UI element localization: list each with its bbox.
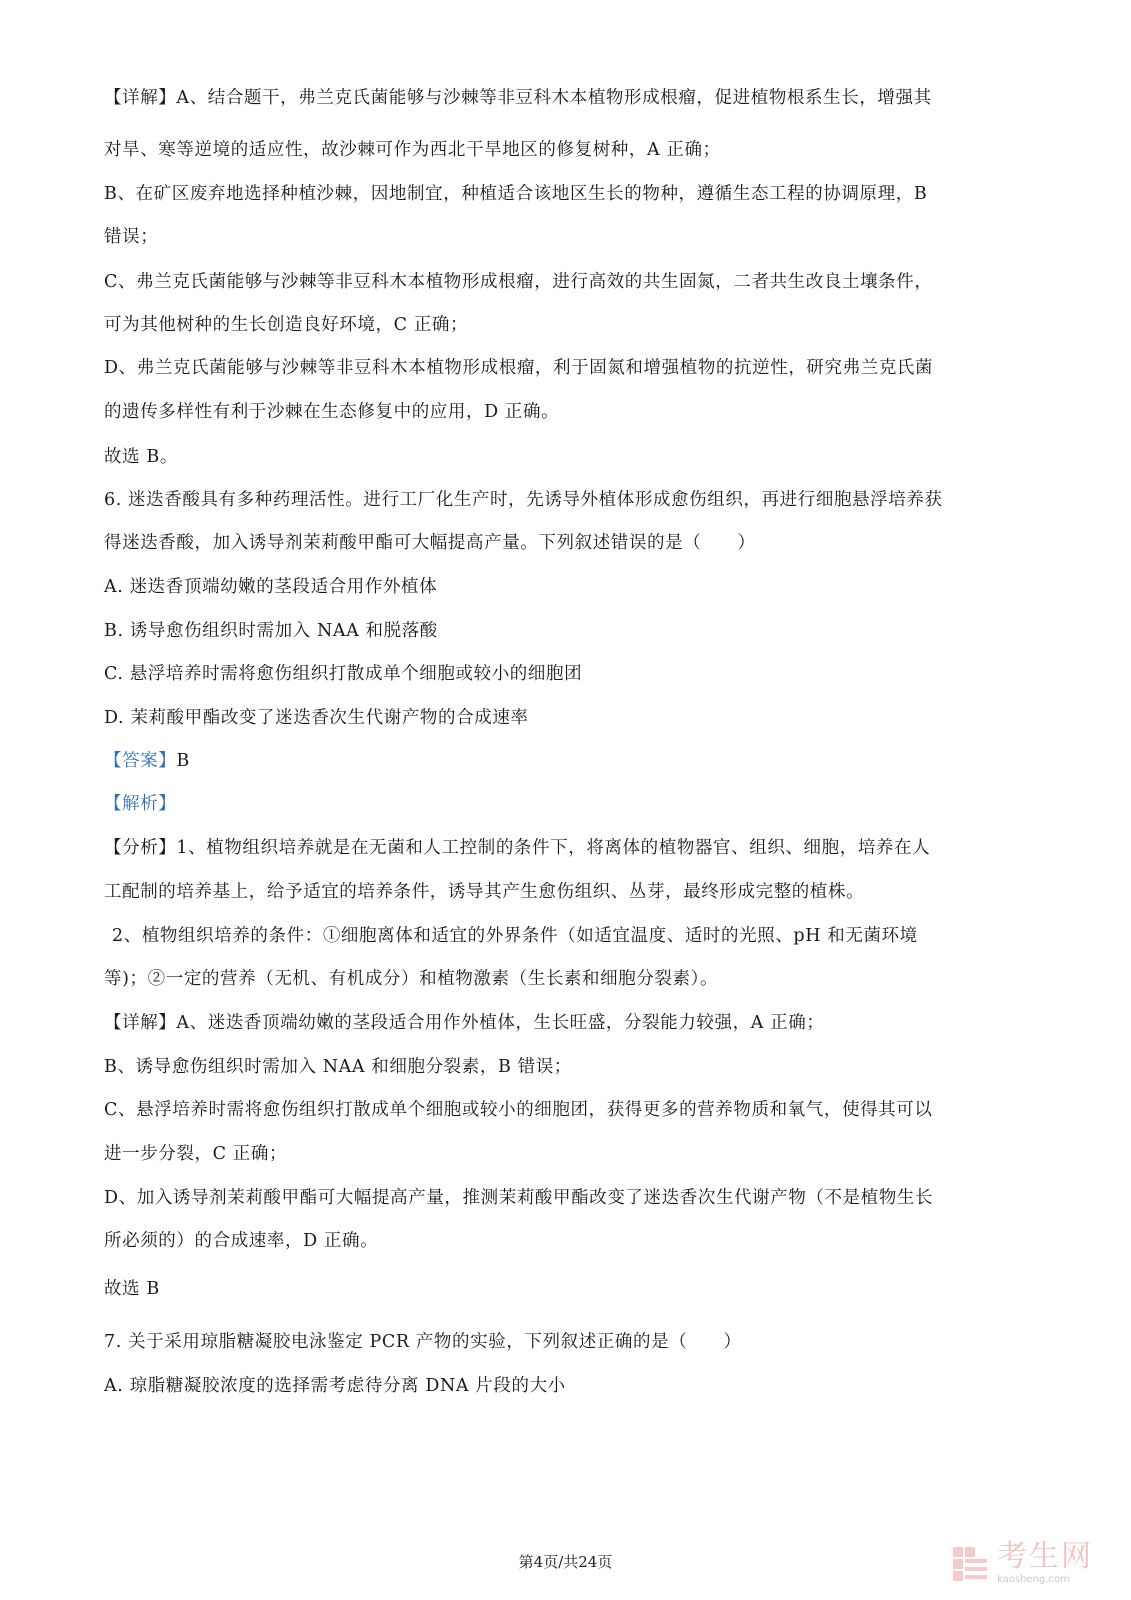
question-6-stem: 得迷迭香酸，加入诱导剂茉莉酸甲酯可大幅提高产量。下列叙述错误的是（ ） — [104, 533, 756, 553]
text-line: C、悬浮培养时需将愈伤组织打散成单个细胞或较小的细胞团，获得更多的营养物质和氧气，使得其可以 — [104, 1100, 933, 1120]
text-line: D、弗兰克氏菌能够与沙棘等非豆科木本植物形成根瘤，利于固氮和增强植物的抗逆性，研究弗兰克氏菌 — [104, 358, 934, 378]
watermark-logo-icon — [951, 1543, 991, 1583]
text-line: B、在矿区废弃地选择种植沙棘，因地制宜，种植适合该地区生长的物种，遵循生态工程的协调原理，B — [104, 184, 928, 204]
text-line: 等)；②一定的营养（无机、有机成分）和植物激素（生长素和细胞分裂素）。 — [104, 969, 719, 989]
text-line: 所必须的）的合成速率，D 正确。 — [104, 1231, 379, 1251]
option-d: D. 茉莉酸甲酯改变了迷迭香次生代谢产物的合成速率 — [104, 708, 529, 728]
text-line: D、加入诱导剂茉莉酸甲酯可大幅提高产量，推测茉莉酸甲酯改变了迷迭香次生代谢产物（不是植物生长 — [104, 1188, 934, 1208]
text-line: 【详解】A、迷迭香顶端幼嫩的茎段适合用作外植体，生长旺盛，分裂能力较强，A 正确； — [104, 1013, 825, 1033]
text-line: 【分析】1、植物组织培养就是在无菌和人工控制的条件下，将离体的植物器官、组织、细胞，培养在人 — [104, 838, 931, 858]
page-footer: 第4页/共24页 — [518, 1553, 613, 1571]
text-line: 对旱、寒等逆境的适应性，故沙棘可作为西北干旱地区的修复树种，A 正确； — [104, 140, 721, 160]
question-6-stem: 6. 迷迭香酸具有多种药理活性。进行工厂化生产时，先诱导外植体形成愈伤组织，再进行细胞悬浮培养获 — [104, 490, 943, 510]
text-line: 可为其他树种的生长创造良好环境，C 正确； — [104, 315, 469, 335]
text-line: 的遗传多样性有利于沙棘在生态修复中的应用，D 正确。 — [104, 402, 560, 422]
option-a: A. 迷迭香顶端幼嫩的茎段适合用作外植体 — [104, 577, 438, 597]
text-line: 工配制的培养基上，给予适宜的培养条件，诱导其产生愈伤组织、丛芽，最终形成完整的植株。 — [104, 882, 865, 902]
watermark — [951, 1535, 1121, 1591]
question-7-stem: 7. 关于采用琼脂糖凝胶电泳鉴定 PCR 产物的实验，下列叙述正确的是（ ） — [104, 1332, 742, 1352]
text-line: 进一步分裂，C 正确； — [104, 1144, 288, 1164]
text-line: C、弗兰克氏菌能够与沙棘等非豆科木本植物形成根瘤，进行高效的共生固氮，二者共生改良土壤条件， — [104, 272, 933, 292]
answer-line — [104, 749, 1044, 773]
text-line: 2、植物组织培养的条件：①细胞离体和适宜的外界条件（如适宜温度、适时的光照、pH 和无菌环境 — [112, 926, 918, 946]
text-line: 故选 B。 — [104, 447, 178, 467]
option-b: B. 诱导愈伤组织时需加入 NAA 和脱落酸 — [104, 621, 438, 641]
answer-value: B — [176, 751, 190, 771]
text-line: 【详解】A、结合题干，弗兰克氏菌能够与沙棘等非豆科木本植物形成根瘤，促进植物根系生长，增强其 — [104, 88, 932, 108]
text-line: B、诱导愈伤组织时需加入 NAA 和细胞分裂素，B 错误； — [104, 1057, 572, 1077]
watermark-name: 考生网 — [997, 1538, 1093, 1574]
option-c: C. 悬浮培养时需将愈伤组织打散成单个细胞或较小的细胞团 — [104, 664, 583, 684]
analysis-label: 【解析】 — [104, 794, 177, 814]
answer-label: 【答案】 — [104, 751, 177, 771]
text-line: 错误； — [104, 227, 159, 247]
text-line: 故选 B — [104, 1279, 160, 1299]
option-a: A. 琼脂糖凝胶浓度的选择需考虑待分离 DNA 片段的大小 — [104, 1376, 566, 1396]
watermark-domain: kaosheng.com — [997, 1573, 1070, 1585]
